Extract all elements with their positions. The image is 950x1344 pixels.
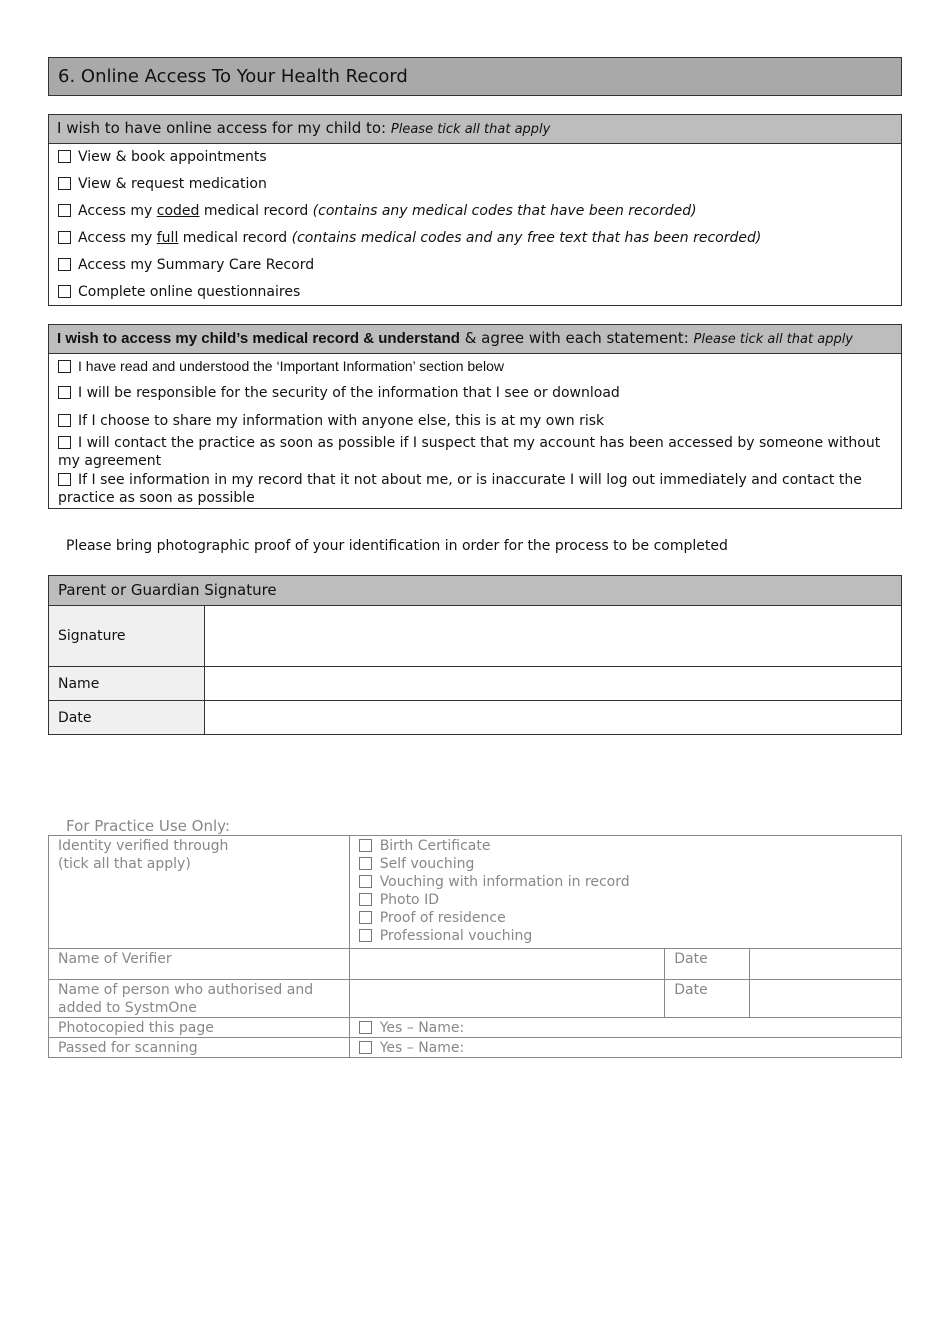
identity-option xyxy=(359,873,901,891)
checkbox[interactable] xyxy=(58,150,71,163)
option-text-rest: medical record xyxy=(178,230,292,246)
agreement-header xyxy=(49,325,901,354)
checkbox[interactable] xyxy=(359,1021,372,1034)
checkbox[interactable] xyxy=(359,929,372,942)
option-emphasis: coded xyxy=(156,203,200,219)
access-option-1 xyxy=(49,144,901,171)
practice-use-title: For Practice Use Only: xyxy=(66,817,230,835)
identity-label: Identity verified through xyxy=(58,838,229,854)
identity-option xyxy=(359,891,901,909)
checkbox[interactable] xyxy=(58,360,71,373)
identity-label-note: (tick all that apply) xyxy=(58,856,191,872)
checkbox[interactable] xyxy=(58,258,71,271)
date-field[interactable] xyxy=(205,701,902,735)
option-note: (contains medical codes and any free text that has been recorded) xyxy=(291,230,762,246)
identity-option xyxy=(359,927,901,945)
checkbox[interactable] xyxy=(359,893,372,906)
checkbox[interactable] xyxy=(58,473,71,486)
option-label: Professional vouching xyxy=(379,928,533,944)
checkbox[interactable] xyxy=(359,1041,372,1054)
agreement-statement-5 xyxy=(49,471,891,507)
option-label: Photo ID xyxy=(379,892,439,908)
signature-section xyxy=(48,575,902,735)
agreement-statement-4 xyxy=(49,434,891,470)
option-label: Vouching with information in record xyxy=(379,874,630,890)
yes-name-label: Yes – Name: xyxy=(379,1020,465,1036)
option-text-rest: medical record xyxy=(199,203,313,219)
agreement-box xyxy=(48,324,902,509)
online-access-options xyxy=(49,144,901,306)
verifier-field[interactable] xyxy=(349,949,665,980)
online-access-header xyxy=(49,115,901,144)
authorised-label: Name of person who authorised and added to SystmOne xyxy=(49,980,350,1018)
verifier-label: Name of Verifier xyxy=(49,949,350,980)
option-text: Complete online questionnaires xyxy=(78,284,301,300)
option-note: (contains any medical codes that have been recorded) xyxy=(312,203,697,219)
identity-options xyxy=(349,836,901,949)
online-access-header-text: I wish to have online access for my child to: xyxy=(57,119,387,137)
authorised-field[interactable] xyxy=(349,980,665,1018)
practice-use-table xyxy=(48,835,902,1058)
authorised-date-field[interactable] xyxy=(750,980,902,1018)
option-text: View & request medication xyxy=(78,176,267,192)
option-text: View & book appointments xyxy=(78,149,267,165)
checkbox[interactable] xyxy=(359,875,372,888)
identity-option xyxy=(359,837,901,855)
agreement-statement-3 xyxy=(49,412,901,430)
option-text: Access my xyxy=(78,230,157,246)
name-field[interactable] xyxy=(205,667,902,701)
verifier-date-label: Date xyxy=(665,949,750,980)
access-option-5 xyxy=(49,252,901,279)
agreement-header-bold: I wish to access my child’s medical record & understand xyxy=(57,330,460,347)
option-emphasis: full xyxy=(156,230,179,246)
checkbox[interactable] xyxy=(359,857,372,870)
verifier-date-field[interactable] xyxy=(750,949,902,980)
proof-note: Please bring photographic proof of your identification in order for the process to be completed xyxy=(66,538,728,554)
statement-text: I will be responsible for the security of the information that I see or download xyxy=(78,385,620,401)
agreement-header-note: Please tick all that apply xyxy=(693,332,853,347)
access-option-6 xyxy=(49,279,901,306)
agreement-statement-2 xyxy=(49,384,901,402)
statement-text: If I see information in my record that it not about me, or is inaccurate I will log out immediately and contact the practice as soon as possible xyxy=(58,472,862,506)
scanning-cell xyxy=(349,1038,901,1058)
checkbox[interactable] xyxy=(58,414,71,427)
signature-header: Parent or Guardian Signature xyxy=(48,575,902,606)
online-access-header-note: Please tick all that apply xyxy=(390,122,551,137)
checkbox[interactable] xyxy=(58,177,71,190)
statement-text: If I choose to share my information with anyone else, this is at my own risk xyxy=(78,413,605,429)
name-label: Name xyxy=(49,667,205,701)
checkbox[interactable] xyxy=(58,386,71,399)
yes-name-label: Yes – Name: xyxy=(379,1040,465,1056)
identity-option xyxy=(359,855,901,873)
signature-table xyxy=(48,605,902,735)
identity-option xyxy=(359,909,901,927)
access-option-2 xyxy=(49,171,901,198)
checkbox[interactable] xyxy=(58,204,71,217)
option-label: Self vouching xyxy=(379,856,475,872)
statement-text: I have read and understood the ‘Important Information’ section below xyxy=(78,358,504,374)
checkbox[interactable] xyxy=(58,436,71,449)
checkbox[interactable] xyxy=(58,231,71,244)
identity-label-cell xyxy=(49,836,350,949)
agreement-header-rest: & agree with each statement: xyxy=(459,329,689,347)
online-access-box xyxy=(48,114,902,306)
authorised-date-label: Date xyxy=(665,980,750,1018)
signature-field[interactable] xyxy=(205,606,902,667)
scanning-label: Passed for scanning xyxy=(49,1038,350,1058)
date-label: Date xyxy=(49,701,205,735)
section-title: 6. Online Access To Your Health Record xyxy=(48,57,902,96)
option-text: Access my Summary Care Record xyxy=(78,257,315,273)
statement-text: I will contact the practice as soon as possible if I suspect that my account has been accessed by someone without my agreement xyxy=(58,435,881,469)
checkbox[interactable] xyxy=(58,285,71,298)
access-option-3 xyxy=(49,198,901,225)
option-text: Access my xyxy=(78,203,157,219)
signature-label: Signature xyxy=(49,606,205,667)
photocopied-label: Photocopied this page xyxy=(49,1018,350,1038)
checkbox[interactable] xyxy=(359,911,372,924)
photocopied-cell xyxy=(349,1018,901,1038)
agreement-statement-1 xyxy=(49,357,901,375)
checkbox[interactable] xyxy=(359,839,372,852)
access-option-4 xyxy=(49,225,901,252)
option-label: Proof of residence xyxy=(379,910,506,926)
option-label: Birth Certificate xyxy=(379,838,491,854)
